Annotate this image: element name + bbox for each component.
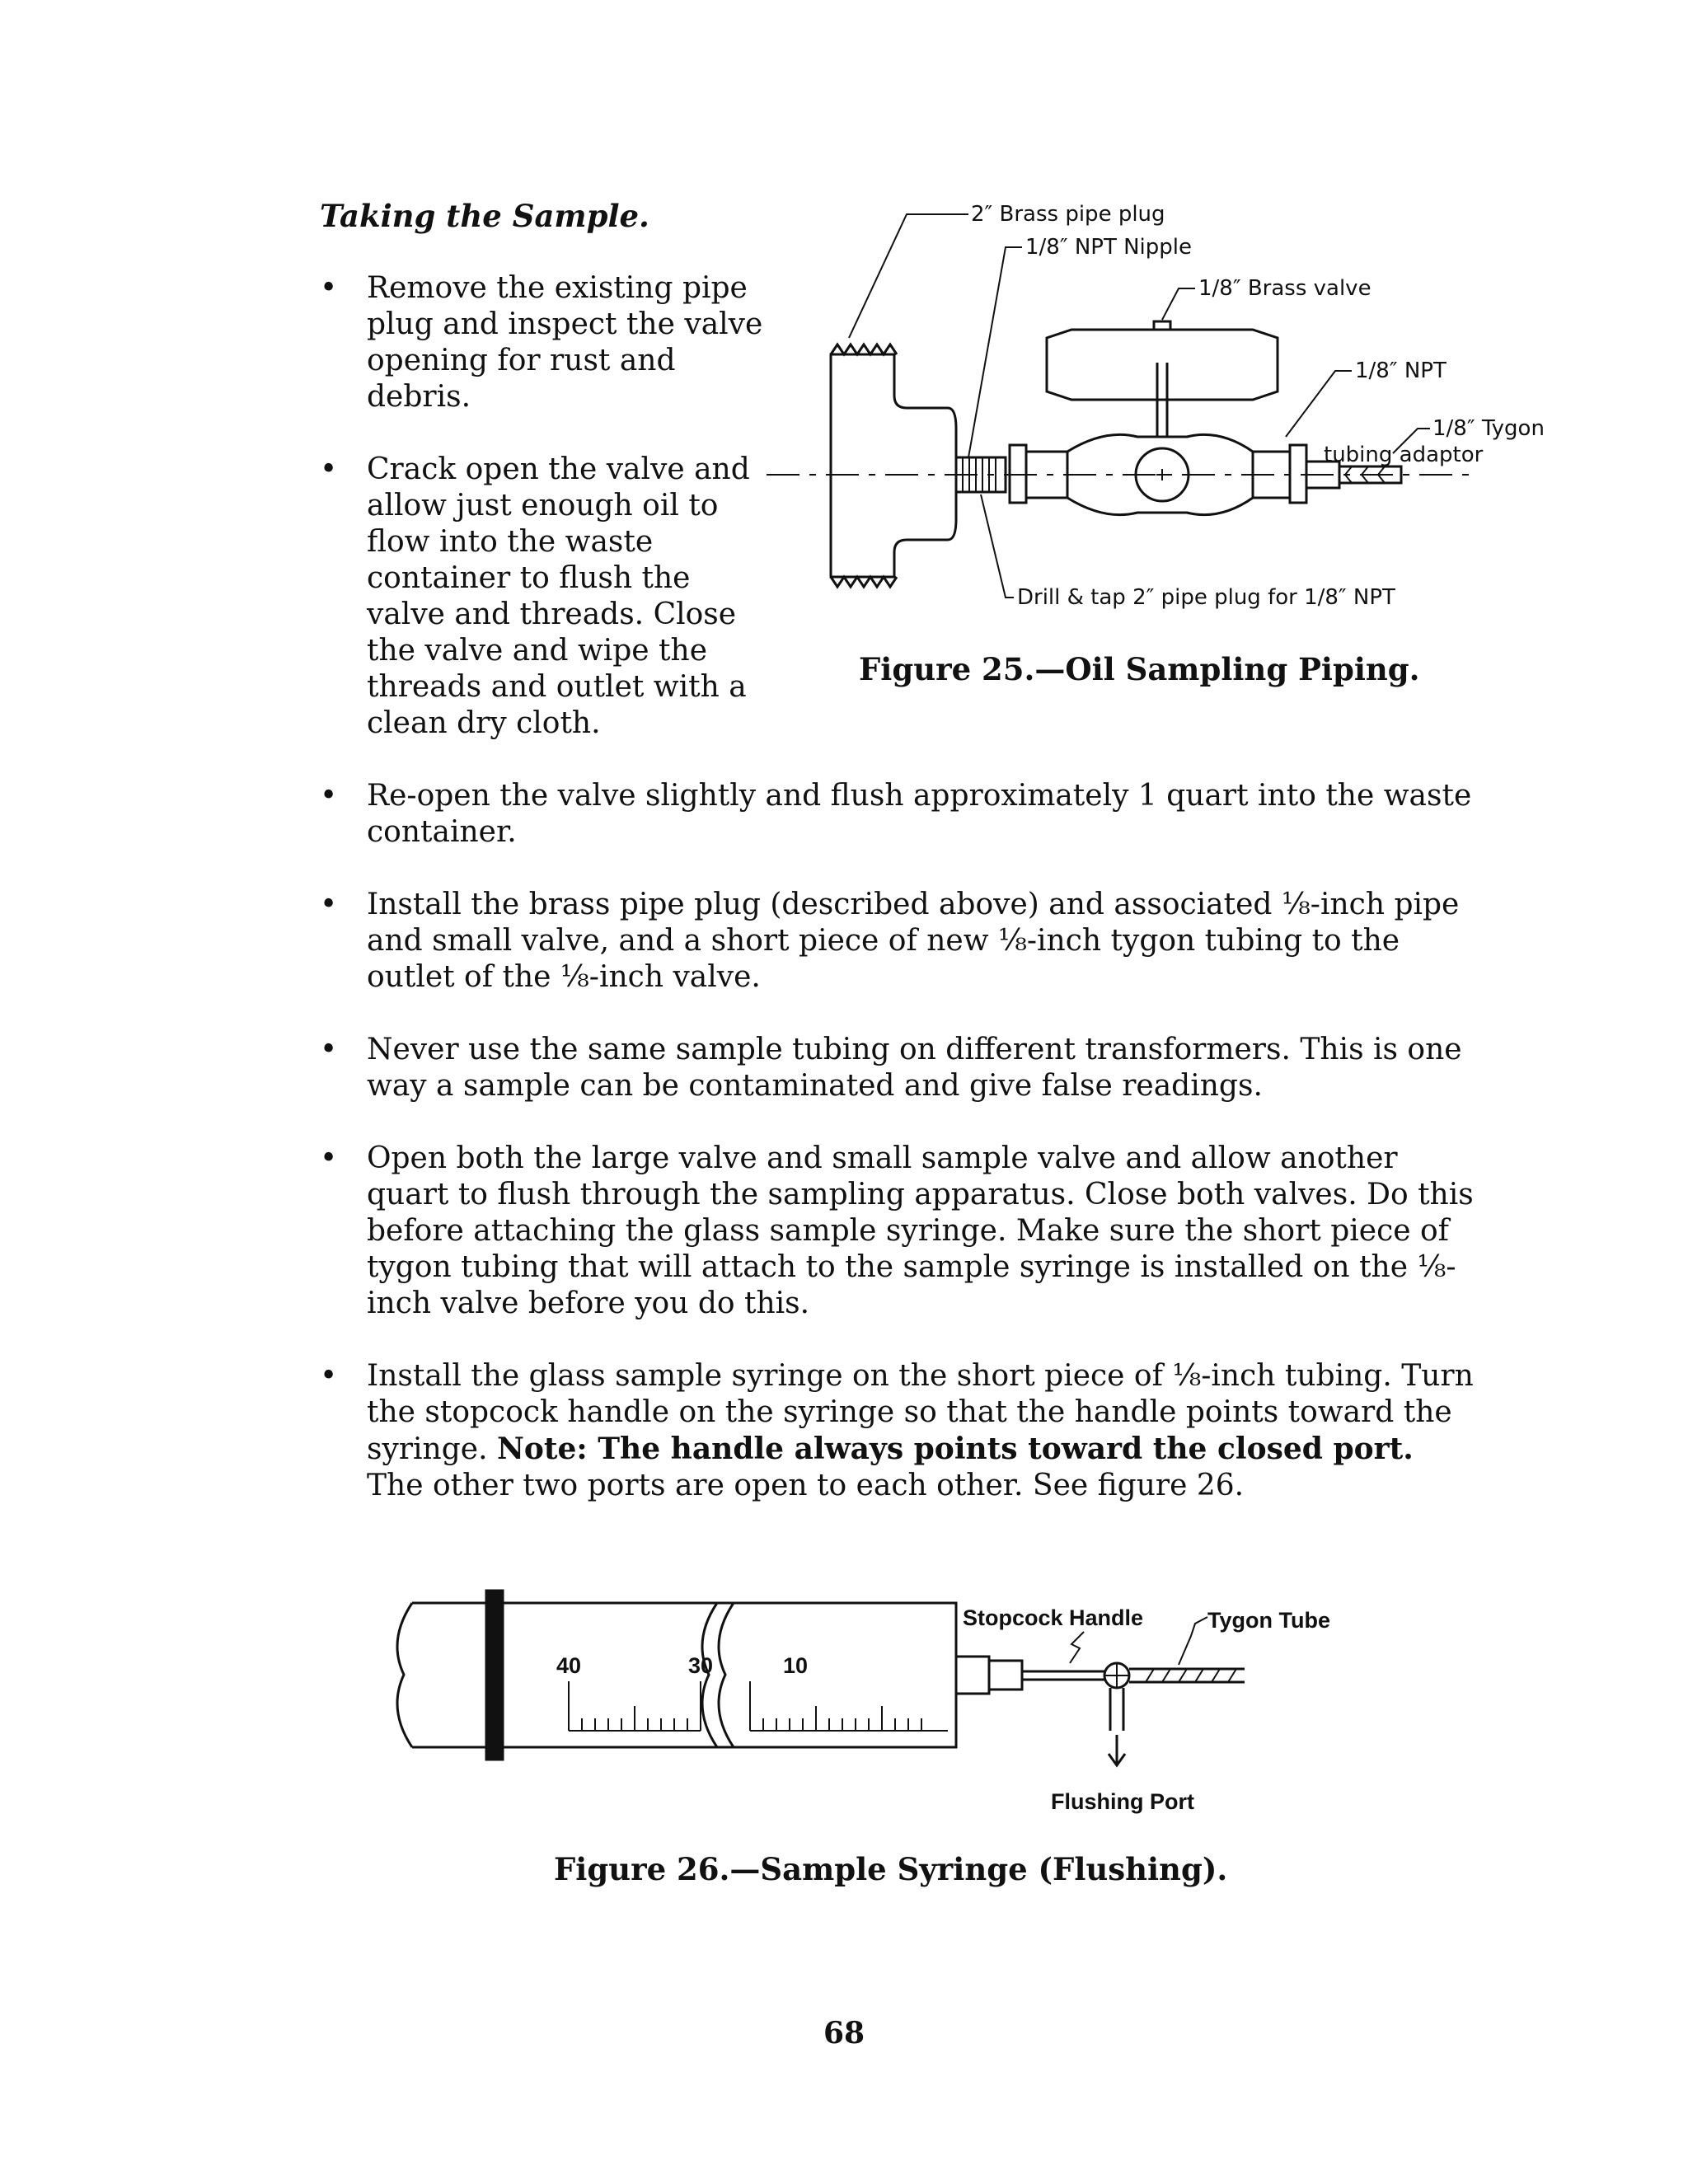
list-item bbox=[320, 270, 765, 415]
list-item bbox=[320, 887, 1474, 996]
label-brass-pipe-plug: 2″ Brass pipe plug bbox=[971, 202, 1165, 227]
list-item bbox=[320, 452, 765, 742]
scale-minor-ticks bbox=[582, 1706, 921, 1731]
scale-label-40: 40 bbox=[556, 1653, 582, 1678]
page-number: 68 bbox=[823, 2016, 865, 2050]
stopcock-body bbox=[989, 1661, 1022, 1690]
label-drill-tap: Drill & tap 2″ pipe plug for 1/8″ NPT bbox=[1017, 585, 1395, 610]
list-item-text: Install the brass pipe plug (described above) and associated ⅛-inch pipe and small valve, and a short piece of new ⅛-inch tygon tubing to the outlet of the ⅛-inch valve. bbox=[367, 888, 1460, 994]
flush-arrow bbox=[1109, 1735, 1125, 1765]
thread-top bbox=[831, 344, 897, 354]
list-item bbox=[320, 1358, 1474, 1504]
sample-syringe-diagram bbox=[379, 1566, 1368, 1830]
list-item bbox=[320, 778, 1474, 851]
bullet-icon: • bbox=[320, 1359, 338, 1393]
bullet-icon: • bbox=[320, 452, 338, 486]
label-npt: 1/8″ NPT bbox=[1355, 359, 1447, 383]
bullet-icon: • bbox=[320, 1033, 338, 1066]
label-npt-nipple: 1/8″ NPT Nipple bbox=[1025, 235, 1192, 260]
label-flushing-port: Flushing Port bbox=[1051, 1789, 1194, 1814]
list-item bbox=[320, 1032, 1474, 1104]
leader-stopcock bbox=[1070, 1632, 1084, 1663]
list-item-text: Install the glass sample syringe on the short piece of ⅛-inch tubing. Turn the stopcock handle on the syringe so that the handle points toward the syringe. bbox=[367, 1359, 1474, 1466]
label-stopcock-handle: Stopcock Handle bbox=[963, 1605, 1144, 1630]
label-tygon-line1: 1/8″ Tygon bbox=[1432, 416, 1545, 441]
scale-label-30: 30 bbox=[688, 1653, 714, 1678]
thread-bottom bbox=[831, 577, 897, 587]
valve-handle bbox=[1047, 330, 1278, 400]
barrel-break-left bbox=[397, 1603, 412, 1747]
bullet-icon: • bbox=[320, 888, 338, 921]
tube-hatch bbox=[1146, 1669, 1236, 1682]
list-item-text-after: The other two ports are open to each other. See figure 26. bbox=[367, 1469, 1245, 1502]
label-tygon-tube: Tygon Tube bbox=[1207, 1608, 1330, 1633]
leader-tygon bbox=[1179, 1617, 1207, 1665]
top-bullet-list bbox=[320, 270, 765, 778]
oil-sampling-piping-diagram bbox=[758, 190, 1545, 618]
list-item bbox=[320, 1141, 1474, 1322]
leader-drill-tap bbox=[981, 494, 1014, 598]
list-item-text: Never use the same sample tubing on different transformers. This is one way a sample can be contaminated and give false readings. bbox=[367, 1033, 1462, 1103]
label-tygon-line2: tubing adaptor bbox=[1324, 443, 1484, 467]
figure-25-caption: Figure 25.—Oil Sampling Piping. bbox=[859, 651, 1420, 687]
list-item-text: Remove the existing pipe plug and inspect the valve opening for rust and debris. bbox=[367, 271, 763, 414]
plunger-seal bbox=[486, 1591, 503, 1760]
list-item-text: Crack open the valve and allow just enough oil to flow into the waste container to flush the valve and threads. Close the valve and wipe the threads and outlet with a clean dry cloth. bbox=[367, 452, 750, 740]
ball-center bbox=[1156, 469, 1168, 480]
note-bold-text: Note: The handle always points toward the closed port. bbox=[496, 1432, 1414, 1466]
main-bullet-list bbox=[320, 778, 1474, 1540]
bullet-icon: • bbox=[320, 1141, 338, 1175]
leader-brass-valve bbox=[1162, 288, 1195, 320]
label-brass-valve: 1/8″ Brass valve bbox=[1198, 276, 1372, 301]
leader-brass-pipe-plug bbox=[849, 214, 968, 338]
figure-26-caption: Figure 26.—Sample Syringe (Flushing). bbox=[554, 1851, 1228, 1887]
pipe-plug-body bbox=[831, 354, 956, 577]
leader-npt-nipple bbox=[968, 247, 1022, 457]
section-heading: Taking the Sample. bbox=[320, 198, 649, 234]
bullet-icon: • bbox=[320, 271, 338, 305]
bullet-icon: • bbox=[320, 779, 338, 813]
list-item-text: Open both the large valve and small sample valve and allow another quart to flush through the sampling apparatus. Close both valves. Do this before attaching the glass sample syringe. Make sure the short piece of tygon tubing that will attach to the sample syringe is installed on the ⅛-inch valve before you do this. bbox=[367, 1141, 1474, 1320]
stopcock-handle bbox=[1022, 1671, 1104, 1680]
syringe-tip bbox=[956, 1657, 989, 1694]
list-item-text: Re-open the valve slightly and flush approximately 1 quart into the waste container. bbox=[367, 779, 1472, 849]
flushing-port bbox=[1110, 1688, 1123, 1731]
scale-label-10: 10 bbox=[783, 1653, 809, 1678]
leader-npt bbox=[1286, 371, 1352, 437]
